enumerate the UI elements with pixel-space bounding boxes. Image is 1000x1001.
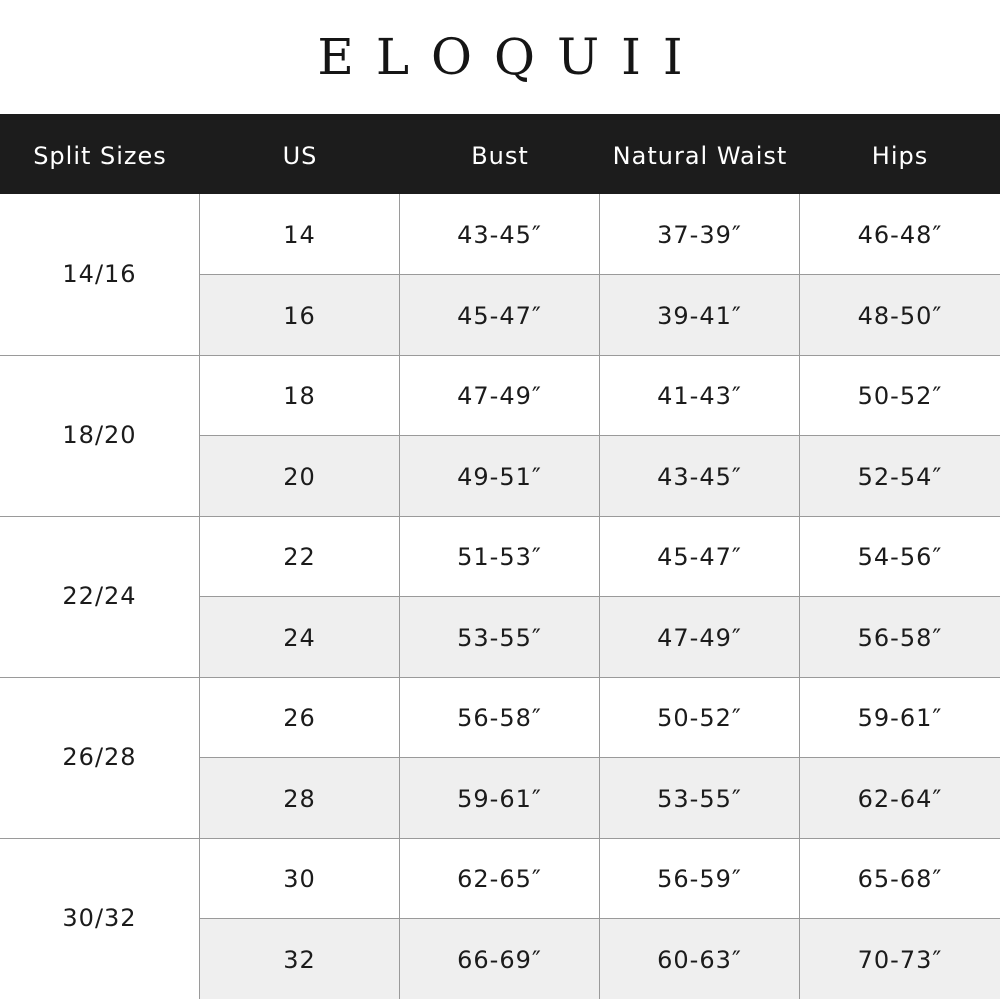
table-row — [200, 275, 1000, 355]
row-divider — [200, 918, 1000, 919]
split-size-label: 14/16 — [0, 194, 200, 355]
group-divider — [0, 355, 1000, 356]
bust-cell: 45-47″ — [400, 275, 600, 355]
hips-cell: 50-52″ — [857, 382, 943, 410]
bust-cell: 66-69″ — [400, 919, 600, 999]
us-size-cell: 22 — [200, 516, 400, 596]
waist-cell: 45-47″ — [600, 516, 800, 596]
waist-cell: 47-49″ — [600, 597, 800, 677]
waist-cell: 53-55″ — [600, 758, 800, 838]
us-size-cell: 16 — [200, 275, 400, 355]
row-divider — [200, 596, 1000, 597]
header-us: US — [282, 142, 318, 170]
waist-cell: 43-45″ — [600, 436, 800, 516]
brand-logo: ELOQUII — [317, 28, 705, 86]
waist-cell: 50-52″ — [600, 677, 800, 757]
hips-cell: 56-58″ — [857, 624, 943, 652]
split-size-label: 30/32 — [0, 838, 200, 999]
hips-cell: 62-64″ — [857, 785, 943, 813]
bust-cell: 51-53″ — [400, 516, 600, 596]
table-row — [200, 758, 1000, 838]
table-row — [200, 677, 1000, 757]
row-divider — [200, 757, 1000, 758]
table-row — [200, 436, 1000, 516]
bust-cell: 59-61″ — [400, 758, 600, 838]
bust-cell: 47-49″ — [400, 355, 600, 435]
row-divider — [200, 274, 1000, 275]
table-row — [200, 919, 1000, 999]
hips-cell: 46-48″ — [857, 221, 943, 249]
us-size-cell: 20 — [200, 436, 400, 516]
header-hips: Hips — [871, 142, 929, 170]
hips-cell: 48-50″ — [857, 302, 943, 330]
bust-cell: 49-51″ — [400, 436, 600, 516]
header-natural-waist: Natural Waist — [612, 142, 788, 170]
waist-cell: 60-63″ — [600, 919, 800, 999]
split-size-label: 22/24 — [0, 516, 200, 677]
hips-cell: 70-73″ — [857, 946, 943, 974]
table-row — [200, 838, 1000, 918]
bust-cell: 62-65″ — [400, 838, 600, 918]
bust-cell: 53-55″ — [400, 597, 600, 677]
table-row — [200, 194, 1000, 274]
header-split-sizes: Split Sizes — [33, 142, 167, 170]
us-size-cell: 24 — [200, 597, 400, 677]
table-row — [200, 516, 1000, 596]
hips-cell: 54-56″ — [857, 543, 943, 571]
waist-cell: 41-43″ — [600, 355, 800, 435]
table-header — [0, 114, 1000, 194]
bust-cell: 56-58″ — [400, 677, 600, 757]
size-chart-table — [0, 194, 1000, 1000]
table-row — [200, 355, 1000, 435]
hips-cell: 59-61″ — [857, 704, 943, 732]
header-bust: Bust — [471, 142, 529, 170]
waist-cell: 37-39″ — [600, 194, 800, 274]
us-size-cell: 14 — [200, 194, 400, 274]
split-size-label: 18/20 — [0, 355, 200, 516]
us-size-cell: 28 — [200, 758, 400, 838]
group-divider — [0, 677, 1000, 678]
us-size-cell: 32 — [200, 919, 400, 999]
us-size-cell: 30 — [200, 838, 400, 918]
waist-cell: 56-59″ — [600, 838, 800, 918]
split-size-label: 26/28 — [0, 677, 200, 838]
group-divider — [0, 838, 1000, 839]
table-row — [200, 597, 1000, 677]
group-divider — [0, 516, 1000, 517]
us-size-cell: 26 — [200, 677, 400, 757]
row-divider — [200, 435, 1000, 436]
bust-cell: 43-45″ — [400, 194, 600, 274]
hips-cell: 65-68″ — [857, 865, 943, 893]
waist-cell: 39-41″ — [600, 275, 800, 355]
us-size-cell: 18 — [200, 355, 400, 435]
hips-cell: 52-54″ — [857, 463, 943, 491]
